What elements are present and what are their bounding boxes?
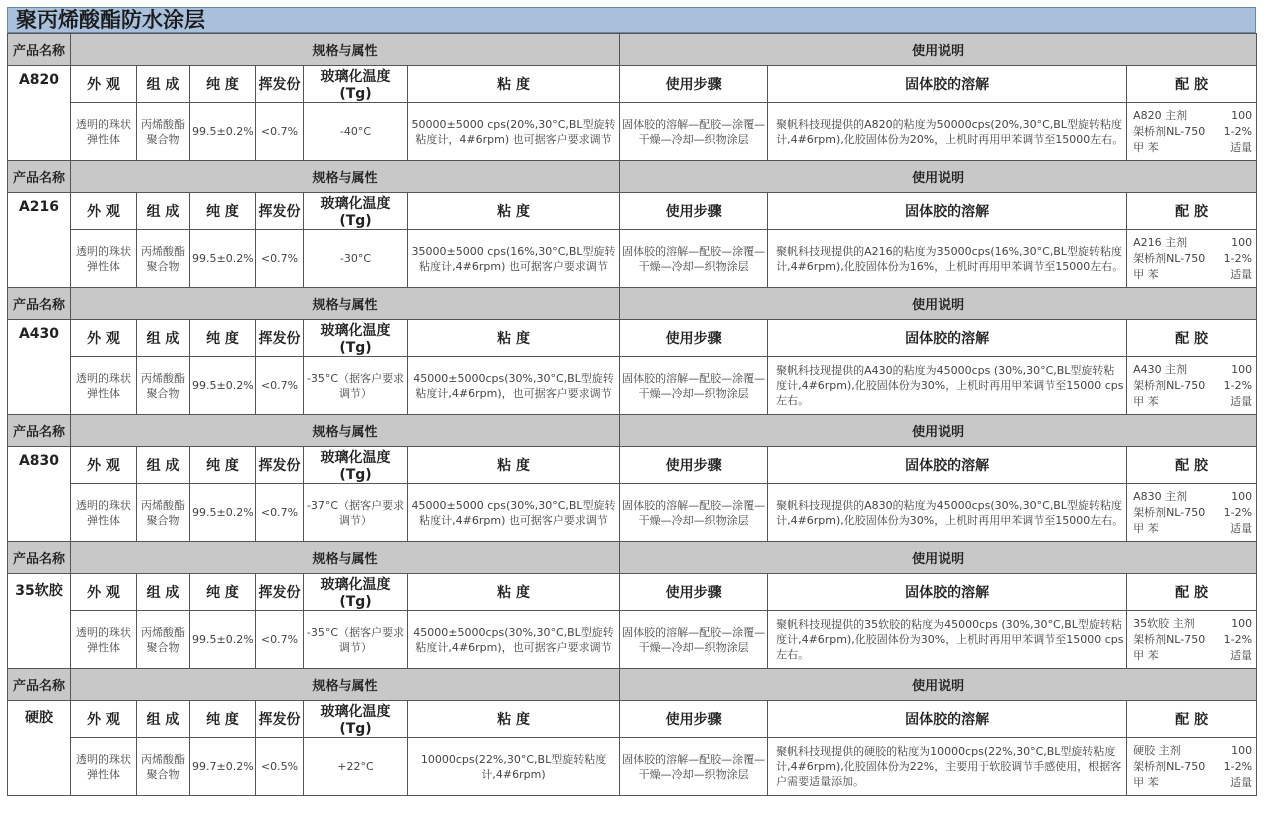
col-header-steps: 使用步骤 — [620, 320, 768, 357]
mix-ingredient: 甲 苯 — [1133, 267, 1159, 281]
purity-value: 99.7±0.2% — [190, 738, 256, 796]
col-header-dissolve: 固体胶的溶解 — [768, 66, 1127, 103]
dissolve-value: 聚帆科技现提供的A216的粘度为35000cps(16%,30°C,BL型旋转粘度计,4#6rpm),化胶固体份为16%，上机时再用甲苯调节至15000左右。 — [768, 230, 1127, 288]
product-name-label: 产品名称 — [8, 161, 71, 193]
product-name-label: 产品名称 — [8, 288, 71, 320]
mix-ingredient: 架桥剂NL-750 — [1133, 505, 1206, 519]
col-header-purity: 纯 度 — [190, 66, 256, 103]
col-header-appearance: 外 观 — [71, 66, 137, 103]
mix-ingredient: 架桥剂NL-750 — [1133, 378, 1206, 392]
spec-section-label: 规格与属性 — [71, 161, 620, 193]
purity-value: 99.5±0.2% — [190, 484, 256, 542]
dissolve-value: 聚帆科技现提供的A820的粘度为50000cps(20%,30°C,BL型旋转粘度计,4#6rpm),化胶固体份为20%，上机时再用甲苯调节至15000左右。 — [768, 103, 1127, 161]
mix-list — [1129, 489, 1254, 537]
steps-value: 固体胶的溶解—配胶—涂覆—干燥—冷却—织物涂层 — [620, 738, 768, 796]
section-header-row — [8, 161, 1257, 193]
mix-ingredient: A430 主剂 — [1133, 362, 1188, 376]
col-header-appearance: 外 观 — [71, 447, 137, 484]
volatile-value: <0.7% — [256, 611, 304, 669]
viscosity-value: 10000cps(22%,30°C,BL型旋转粘度计,4#6rpm) — [408, 738, 620, 796]
spec-section-label: 规格与属性 — [71, 34, 620, 66]
col-header-composition: 组 成 — [137, 574, 190, 611]
mix-list — [1129, 362, 1254, 410]
col-header-purity: 纯 度 — [190, 701, 256, 738]
col-header-viscosity: 粘 度 — [408, 320, 620, 357]
viscosity-value: 45000±5000cps(30%,30°C,BL型旋转粘度计,4#6rpm)，也可据客户要求调节 — [408, 611, 620, 669]
appearance-value: 透明的珠状弹性体 — [71, 484, 137, 542]
spec-section-label: 规格与属性 — [71, 669, 620, 701]
col-header-dissolve: 固体胶的溶解 — [768, 701, 1127, 738]
product-name-label: 产品名称 — [8, 415, 71, 447]
mix-ingredient: 架桥剂NL-750 — [1133, 632, 1206, 646]
usage-section-label: 使用说明 — [620, 669, 1257, 701]
tg-value: +22°C — [304, 738, 408, 796]
product-name-label: 产品名称 — [8, 542, 71, 574]
composition-value: 丙烯酸酯聚合物 — [137, 230, 190, 288]
section-header-row — [8, 288, 1257, 320]
usage-section-label: 使用说明 — [620, 415, 1257, 447]
col-header-mix: 配 胶 — [1127, 320, 1257, 357]
mix-ingredient: 甲 苯 — [1133, 775, 1159, 789]
col-header-mix: 配 胶 — [1127, 193, 1257, 230]
tg-value: -35°C（据客户要求调节） — [304, 357, 408, 415]
composition-value: 丙烯酸酯聚合物 — [137, 357, 190, 415]
section-header-row — [8, 34, 1257, 66]
mix-amount: 适量 — [1230, 775, 1253, 789]
column-header-row — [8, 447, 1257, 484]
volatile-value: <0.7% — [256, 357, 304, 415]
col-header-mix: 配 胶 — [1127, 701, 1257, 738]
usage-section-label: 使用说明 — [620, 34, 1257, 66]
dissolve-value: 聚帆科技现提供的35软胶的粘度为45000cps (30%,30°C,BL型旋转粘度计,4#6rpm),化胶固体份为30%，上机时再用甲苯调节至15000 cps左右。 — [768, 611, 1127, 669]
col-header-viscosity: 粘 度 — [408, 193, 620, 230]
volatile-value: <0.7% — [256, 484, 304, 542]
mix-ingredient: A830 主剂 — [1133, 489, 1188, 503]
col-header-viscosity: 粘 度 — [408, 701, 620, 738]
steps-value: 固体胶的溶解—配胶—涂覆—干燥—冷却—织物涂层 — [620, 484, 768, 542]
product-name: A216 — [8, 193, 71, 288]
col-header-composition: 组 成 — [137, 193, 190, 230]
mix-amount: 1-2% — [1223, 759, 1253, 773]
col-header-tg: 玻璃化温度(Tg) — [304, 701, 408, 738]
mix-ingredient: 甲 苯 — [1133, 521, 1159, 535]
mix-amount: 100 — [1231, 108, 1253, 122]
col-header-composition: 组 成 — [137, 320, 190, 357]
mix-amount: 1-2% — [1223, 124, 1253, 138]
tg-value: -35°C（据客户要求调节） — [304, 611, 408, 669]
column-header-row — [8, 574, 1257, 611]
col-header-mix: 配 胶 — [1127, 447, 1257, 484]
mix-amount: 100 — [1231, 743, 1253, 757]
col-header-steps: 使用步骤 — [620, 574, 768, 611]
composition-value: 丙烯酸酯聚合物 — [137, 738, 190, 796]
col-header-appearance: 外 观 — [71, 701, 137, 738]
purity-value: 99.5±0.2% — [190, 230, 256, 288]
product-name: A820 — [8, 66, 71, 161]
usage-section-label: 使用说明 — [620, 161, 1257, 193]
spec-section-label: 规格与属性 — [71, 288, 620, 320]
col-header-mix: 配 胶 — [1127, 574, 1257, 611]
col-header-viscosity: 粘 度 — [408, 447, 620, 484]
table-row — [8, 103, 1257, 161]
mix-amount: 适量 — [1230, 521, 1253, 535]
mix-ingredient: 35软胶 主剂 — [1133, 616, 1195, 630]
table-row — [8, 230, 1257, 288]
mix-ingredient: 甲 苯 — [1133, 394, 1159, 408]
col-header-purity: 纯 度 — [190, 574, 256, 611]
tg-value: -40°C — [304, 103, 408, 161]
steps-value: 固体胶的溶解—配胶—涂覆—干燥—冷却—织物涂层 — [620, 357, 768, 415]
mix-value — [1127, 484, 1257, 542]
mix-amount: 1-2% — [1223, 251, 1253, 265]
product-spec-table — [7, 33, 1257, 796]
col-header-volatile: 挥发份 — [256, 66, 304, 103]
steps-value: 固体胶的溶解—配胶—涂覆—干燥—冷却—织物涂层 — [620, 103, 768, 161]
product-name: 硬胶 — [8, 701, 71, 796]
purity-value: 99.5±0.2% — [190, 611, 256, 669]
column-header-row — [8, 701, 1257, 738]
col-header-appearance: 外 观 — [71, 320, 137, 357]
dissolve-value: 聚帆科技现提供的硬胶的粘度为10000cps(22%,30°C,BL型旋转粘度计,4#6rpm),化胶固体份为22%，主要用于软胶调节手感使用，根据客户需要适量添加。 — [768, 738, 1127, 796]
viscosity-value: 50000±5000 cps(20%,30°C,BL型旋转粘度计，4#6rpm) 也可据客户要求调节 — [408, 103, 620, 161]
product-name-label: 产品名称 — [8, 669, 71, 701]
viscosity-value: 35000±5000 cps(16%,30°C,BL型旋转粘度计,4#6rpm) 也可据客户要求调节 — [408, 230, 620, 288]
mix-value — [1127, 611, 1257, 669]
page-title: 聚丙烯酸酯防水涂层 — [7, 7, 1256, 33]
col-header-volatile: 挥发份 — [256, 701, 304, 738]
mix-ingredient: 甲 苯 — [1133, 140, 1159, 154]
mix-ingredient: A216 主剂 — [1133, 235, 1188, 249]
tg-value: -30°C — [304, 230, 408, 288]
mix-list — [1129, 743, 1254, 791]
mix-amount: 1-2% — [1223, 505, 1253, 519]
mix-amount: 100 — [1231, 616, 1253, 630]
section-header-row — [8, 415, 1257, 447]
mix-ingredient: 架桥剂NL-750 — [1133, 759, 1206, 773]
mix-list — [1129, 616, 1254, 664]
appearance-value: 透明的珠状弹性体 — [71, 357, 137, 415]
spec-section-label: 规格与属性 — [71, 542, 620, 574]
mix-ingredient: 架桥剂NL-750 — [1133, 124, 1206, 138]
mix-amount: 适量 — [1230, 648, 1253, 662]
col-header-composition: 组 成 — [137, 66, 190, 103]
col-header-tg: 玻璃化温度(Tg) — [304, 193, 408, 230]
product-name: 35软胶 — [8, 574, 71, 669]
appearance-value: 透明的珠状弹性体 — [71, 738, 137, 796]
tg-value: -37°C（据客户要求调节） — [304, 484, 408, 542]
col-header-steps: 使用步骤 — [620, 447, 768, 484]
col-header-volatile: 挥发份 — [256, 193, 304, 230]
col-header-dissolve: 固体胶的溶解 — [768, 320, 1127, 357]
col-header-viscosity: 粘 度 — [408, 574, 620, 611]
section-header-row — [8, 542, 1257, 574]
col-header-volatile: 挥发份 — [256, 447, 304, 484]
product-name: A830 — [8, 447, 71, 542]
mix-amount: 适量 — [1230, 394, 1253, 408]
mix-list — [1129, 108, 1254, 156]
col-header-mix: 配 胶 — [1127, 66, 1257, 103]
table-row — [8, 357, 1257, 415]
mix-amount: 1-2% — [1223, 378, 1253, 392]
product-name-label: 产品名称 — [8, 34, 71, 66]
dissolve-value: 聚帆科技现提供的A830的粘度为45000cps(30%,30°C,BL型旋转粘度计,4#6rpm),化胶固体份为30%，上机时再用甲苯调节至15000左右。 — [768, 484, 1127, 542]
col-header-tg: 玻璃化温度(Tg) — [304, 320, 408, 357]
column-header-row — [8, 193, 1257, 230]
dissolve-value: 聚帆科技现提供的A430的粘度为45000cps (30%,30°C,BL型旋转粘度计,4#6rpm),化胶固体份为30%，上机时再用甲苯调节至15000 cps左右。 — [768, 357, 1127, 415]
col-header-steps: 使用步骤 — [620, 701, 768, 738]
steps-value: 固体胶的溶解—配胶—涂覆—干燥—冷却—织物涂层 — [620, 611, 768, 669]
viscosity-value: 45000±5000 cps(30%,30°C,BL型旋转粘度计,4#6rpm) 也可据客户要求调节 — [408, 484, 620, 542]
volatile-value: <0.7% — [256, 103, 304, 161]
usage-section-label: 使用说明 — [620, 542, 1257, 574]
mix-amount: 100 — [1231, 235, 1253, 249]
col-header-composition: 组 成 — [137, 701, 190, 738]
col-header-appearance: 外 观 — [71, 574, 137, 611]
composition-value: 丙烯酸酯聚合物 — [137, 484, 190, 542]
col-header-purity: 纯 度 — [190, 320, 256, 357]
col-header-volatile: 挥发份 — [256, 320, 304, 357]
appearance-value: 透明的珠状弹性体 — [71, 611, 137, 669]
mix-amount: 100 — [1231, 362, 1253, 376]
col-header-purity: 纯 度 — [190, 447, 256, 484]
purity-value: 99.5±0.2% — [190, 357, 256, 415]
table-row — [8, 611, 1257, 669]
col-header-dissolve: 固体胶的溶解 — [768, 447, 1127, 484]
usage-section-label: 使用说明 — [620, 288, 1257, 320]
col-header-steps: 使用步骤 — [620, 66, 768, 103]
mix-ingredient: 硬胶 主剂 — [1133, 743, 1181, 757]
composition-value: 丙烯酸酯聚合物 — [137, 611, 190, 669]
col-header-tg: 玻璃化温度(Tg) — [304, 447, 408, 484]
col-header-tg: 玻璃化温度(Tg) — [304, 66, 408, 103]
spec-section-label: 规格与属性 — [71, 415, 620, 447]
mix-value — [1127, 357, 1257, 415]
mix-value — [1127, 230, 1257, 288]
purity-value: 99.5±0.2% — [190, 103, 256, 161]
table-row — [8, 738, 1257, 796]
col-header-dissolve: 固体胶的溶解 — [768, 193, 1127, 230]
mix-list — [1129, 235, 1254, 283]
col-header-volatile: 挥发份 — [256, 574, 304, 611]
mix-ingredient: 架桥剂NL-750 — [1133, 251, 1206, 265]
col-header-purity: 纯 度 — [190, 193, 256, 230]
col-header-dissolve: 固体胶的溶解 — [768, 574, 1127, 611]
mix-amount: 1-2% — [1223, 632, 1253, 646]
steps-value: 固体胶的溶解—配胶—涂覆—干燥—冷却—织物涂层 — [620, 230, 768, 288]
viscosity-value: 45000±5000cps(30%,30°C,BL型旋转粘度计,4#6rpm)，也可据客户要求调节 — [408, 357, 620, 415]
composition-value: 丙烯酸酯聚合物 — [137, 103, 190, 161]
column-header-row — [8, 66, 1257, 103]
product-name: A430 — [8, 320, 71, 415]
mix-value — [1127, 103, 1257, 161]
section-header-row — [8, 669, 1257, 701]
col-header-appearance: 外 观 — [71, 193, 137, 230]
appearance-value: 透明的珠状弹性体 — [71, 230, 137, 288]
column-header-row — [8, 320, 1257, 357]
volatile-value: <0.7% — [256, 230, 304, 288]
appearance-value: 透明的珠状弹性体 — [71, 103, 137, 161]
mix-amount: 适量 — [1230, 267, 1253, 281]
col-header-steps: 使用步骤 — [620, 193, 768, 230]
mix-ingredient: A820 主剂 — [1133, 108, 1188, 122]
mix-ingredient: 甲 苯 — [1133, 648, 1159, 662]
col-header-viscosity: 粘 度 — [408, 66, 620, 103]
table-row — [8, 484, 1257, 542]
col-header-tg: 玻璃化温度(Tg) — [304, 574, 408, 611]
mix-amount: 适量 — [1230, 140, 1253, 154]
volatile-value: <0.5% — [256, 738, 304, 796]
mix-amount: 100 — [1231, 489, 1253, 503]
col-header-composition: 组 成 — [137, 447, 190, 484]
mix-value — [1127, 738, 1257, 796]
